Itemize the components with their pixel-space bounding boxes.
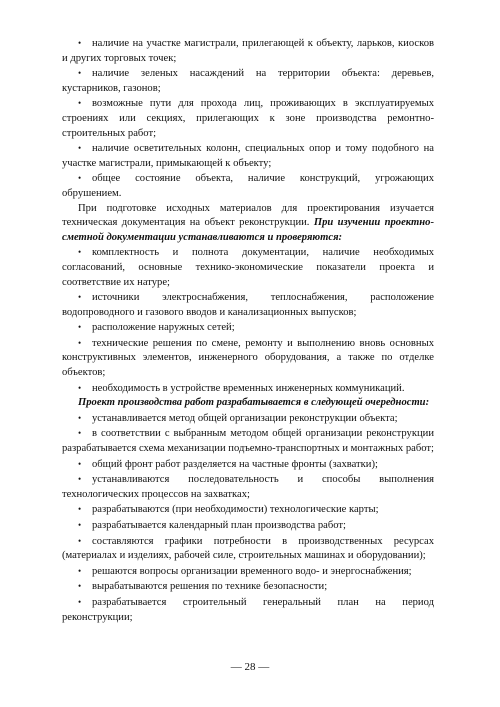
bullet-icon: • bbox=[78, 520, 82, 530]
bullet-list-site-conditions bbox=[62, 36, 434, 202]
list-item bbox=[62, 579, 434, 595]
list-item-text: разрабатываются (при необходимости) технологические карты; bbox=[92, 504, 379, 516]
list-item bbox=[62, 564, 434, 580]
bullet-icon: • bbox=[78, 474, 82, 485]
list-item-text: решаются вопросы организации временного водо- и энергоснабжения; bbox=[92, 565, 412, 577]
list-item bbox=[62, 426, 434, 456]
list-item bbox=[62, 381, 434, 397]
list-item-text: устанавливается метод общей организации реконструкции объекта; bbox=[92, 412, 398, 424]
list-item-text: технические решения по смене, ремонту и выполнению вновь основных конструктивных элементов, инженерного оборудования, а также по отделке объектов; bbox=[62, 337, 434, 379]
list-item-text: вырабатываются решения по технике безопасности; bbox=[92, 581, 328, 593]
list-item-text: необходимость в устройстве временных инженерных коммуникаций. bbox=[92, 382, 405, 394]
bullet-icon: • bbox=[78, 38, 82, 48]
list-item-text: разрабатывается календарный план производства работ; bbox=[92, 520, 346, 531]
list-item bbox=[62, 96, 434, 141]
paragraph-emphasis: При изучении проектно-сметной документации устанавливаются и проверяются: bbox=[62, 217, 434, 243]
list-item bbox=[62, 502, 434, 518]
page-content bbox=[62, 36, 434, 625]
list-item bbox=[62, 171, 434, 201]
list-item bbox=[62, 457, 434, 473]
list-item-text: источники электроснабжения, теплоснабжения, расположение водопроводного и газового вводов и канализационных выпусков; bbox=[62, 292, 434, 318]
paragraph-work-project bbox=[62, 396, 434, 411]
list-item-text: устанавливаются последовательность и способы выполнения технологических процессов на захватках; bbox=[62, 474, 434, 500]
bullet-icon: • bbox=[78, 247, 82, 258]
list-item-text: разрабатывается строительный генеральный план на период реконструкции; bbox=[62, 596, 434, 623]
list-item-text: наличие зеленых насаждений на территории объекта: деревьев, кустарников, газонов; bbox=[62, 68, 434, 94]
list-item-text: в соответствии с выбранным методом общей организации реконструкции разрабатывается схема механизации подъемно-транспортных и монтажных работ; bbox=[62, 428, 434, 455]
list-item bbox=[62, 320, 434, 336]
bullet-icon: • bbox=[78, 504, 82, 515]
paragraph-source-materials bbox=[62, 202, 434, 246]
bullet-icon: • bbox=[78, 337, 82, 348]
page-number: — 28 — bbox=[230, 661, 270, 673]
bullet-icon: • bbox=[78, 565, 82, 576]
list-item-text: расположение наружных сетей; bbox=[92, 322, 235, 334]
list-item-text: наличие осветительных колонн, специальных опор и тому подобного на участке магистрали, примыкающей к объекту; bbox=[62, 143, 434, 169]
bullet-icon: • bbox=[78, 322, 82, 333]
list-item bbox=[62, 141, 434, 171]
bullet-icon: • bbox=[78, 382, 82, 393]
bullet-icon: • bbox=[78, 458, 82, 469]
list-item bbox=[62, 595, 434, 625]
list-item bbox=[62, 66, 434, 96]
bullet-icon: • bbox=[78, 98, 82, 109]
bullet-icon: • bbox=[78, 68, 82, 79]
list-item bbox=[62, 290, 434, 320]
paragraph-emphasis: Проект производства работ разрабатывается в следующей очередности: bbox=[78, 397, 430, 409]
list-item-text: общее состояние объекта, наличие конструкций, угрожающих обрушением. bbox=[62, 173, 434, 199]
list-item bbox=[62, 518, 434, 534]
bullet-icon: • bbox=[78, 412, 82, 423]
paragraph-text: При подготовке исходных материалов для проектирования изучается техническая документация на объект реконструкции. bbox=[62, 202, 434, 229]
list-item bbox=[62, 472, 434, 502]
bullet-icon: • bbox=[78, 143, 82, 154]
bullet-icon: • bbox=[78, 428, 82, 439]
list-item-text: составляются графики потребности в производственных ресурсах (материалах и изделиях, рабочей силе, строительных машинах и оборудовании); bbox=[62, 535, 434, 562]
bullet-icon: • bbox=[78, 173, 82, 184]
list-item-text: наличие на участке магистрали, прилегающей к объекту, ларьков, киосков и других торговых точек; bbox=[62, 38, 434, 64]
bullet-icon: • bbox=[78, 596, 82, 607]
list-item-text: общий фронт работ разделяется на частные фронты (захватки); bbox=[92, 458, 378, 470]
list-item bbox=[62, 336, 434, 381]
bullet-icon: • bbox=[78, 535, 82, 546]
list-item-text: возможные пути для прохода лиц, проживающих в эксплуатируемых строениях или секциях, прилегающих к зоне производства ремонтно-строительных работ; bbox=[62, 98, 434, 139]
bullet-icon: • bbox=[78, 292, 82, 303]
list-item bbox=[62, 36, 434, 66]
list-item bbox=[62, 411, 434, 427]
bullet-list-documentation-checks bbox=[62, 245, 434, 396]
bullet-icon: • bbox=[78, 581, 82, 592]
list-item bbox=[62, 245, 434, 290]
list-item-text: комплектность и полнота документации, наличие необходимых согласований, основные технико-экономические показатели проекта и соответствие их натуре; bbox=[62, 247, 434, 288]
list-item bbox=[62, 534, 434, 564]
bullet-list-work-sequence bbox=[62, 411, 434, 625]
